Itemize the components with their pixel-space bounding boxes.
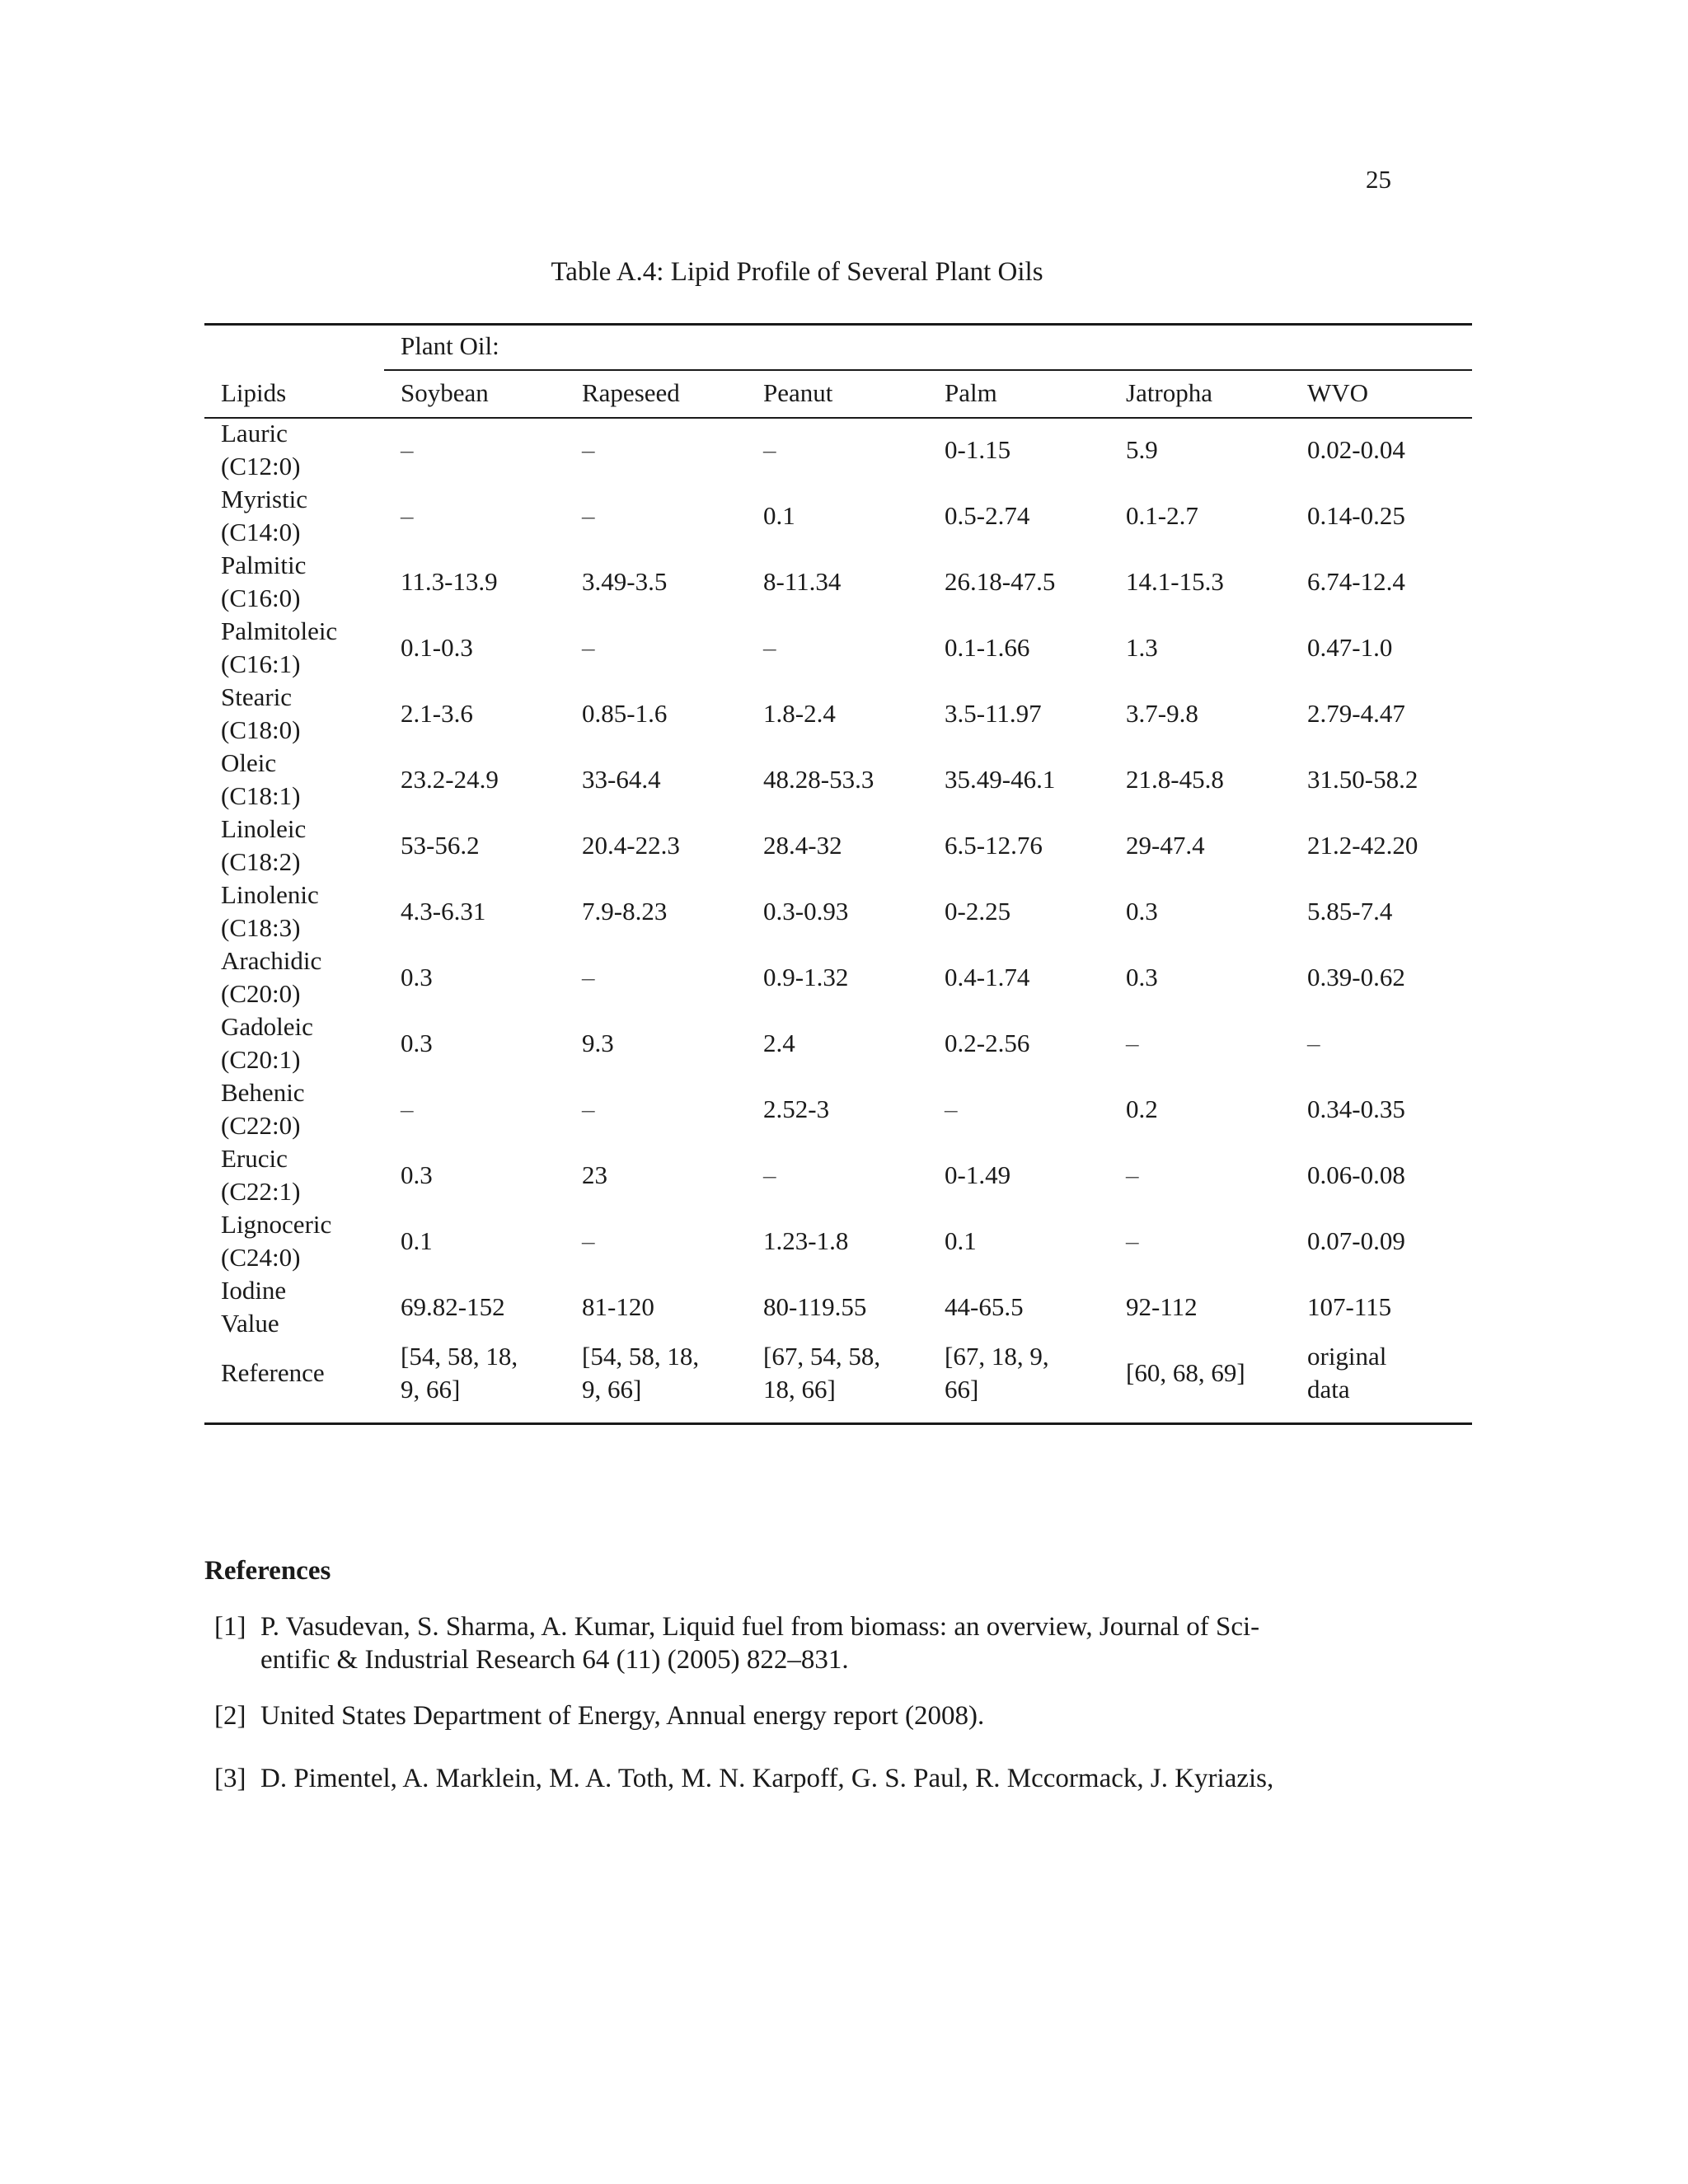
table-cell: 2.79-4.47	[1307, 699, 1405, 728]
table-cell: 21.2-42.20	[1307, 831, 1418, 860]
table-cell: 3.49-3.5	[582, 567, 668, 596]
lipid-profile-table	[204, 323, 1472, 1406]
header-bottom-rule	[204, 417, 1472, 419]
lipid-name-cell	[204, 1010, 384, 1076]
table-cell: 14.1-15.3	[1126, 567, 1224, 596]
lipid-name-cell	[204, 1208, 384, 1274]
table-row	[204, 1274, 1472, 1340]
table-row	[204, 681, 1472, 747]
reference-number: [1]	[214, 1612, 246, 1642]
lipid-name-cell	[204, 549, 384, 615]
reference-number: [2]	[214, 1701, 246, 1731]
lipid-name: Linolenic	[221, 880, 319, 909]
lipid-code: (C14:0)	[221, 518, 301, 546]
table-row	[204, 813, 1472, 879]
lipid-name-cell	[204, 813, 384, 879]
lipid-code: (C12:0)	[221, 452, 301, 480]
table-cell: 92-112	[1126, 1292, 1198, 1321]
table-cell: 0.34-0.35	[1307, 1094, 1405, 1123]
table-cell: –	[1126, 1160, 1139, 1189]
table-cell: 44-65.5	[945, 1292, 1024, 1321]
table-cell: 80-119.55	[763, 1292, 867, 1321]
table-row	[204, 549, 1472, 615]
table-cell: –	[401, 435, 414, 464]
table-cell: 0-1.49	[945, 1160, 1011, 1189]
table-cell: –	[1126, 1226, 1139, 1255]
table-cell: –	[582, 1094, 595, 1123]
table-cell: 0.3	[401, 963, 433, 991]
table-cell: 0.2	[1126, 1094, 1158, 1123]
table-cell: 23	[582, 1160, 607, 1189]
table-cell: 1.23-1.8	[763, 1226, 849, 1255]
group-header-rule	[384, 369, 1472, 371]
table-cell: 11.3-13.9	[401, 567, 498, 596]
table-cell: –	[401, 1094, 414, 1123]
table-cell: 0.1	[763, 501, 795, 530]
lipid-name-cell	[204, 417, 384, 483]
table-cell: 8-11.34	[763, 567, 842, 596]
table-cell: 48.28-53.3	[763, 765, 874, 794]
reference-cell-line: original	[1307, 1342, 1387, 1371]
lipid-name: Arachidic	[221, 946, 322, 975]
table-cell: 3.5-11.97	[945, 699, 1042, 728]
lipid-name-cell	[204, 1274, 384, 1340]
table-cell: –	[1307, 1029, 1320, 1057]
lipid-name: Lauric	[221, 419, 288, 448]
column-header-wvo: WVO	[1307, 378, 1369, 407]
table-cell: –	[582, 435, 595, 464]
lipid-name: Stearic	[221, 682, 293, 711]
column-header-rapeseed: Rapeseed	[582, 378, 680, 407]
lipid-name-cell	[204, 747, 384, 813]
reference-number: [3]	[214, 1764, 246, 1793]
table-cell: 0.1-2.7	[1126, 501, 1198, 530]
references-heading: References	[204, 1556, 331, 1586]
table-row	[204, 879, 1472, 944]
column-header-row	[204, 369, 1472, 417]
reference-line: entific & Industrial Research 64 (11) (2005) 822–831.	[260, 1645, 849, 1675]
lipid-name-cell	[204, 944, 384, 1010]
lipid-profile-table-wrapper	[204, 323, 1472, 1406]
reference-cell-line: 9, 66]	[582, 1375, 642, 1404]
lipid-name: Oleic	[221, 748, 277, 777]
reference-cell-line: [54, 58, 18,	[401, 1342, 518, 1371]
table-cell: 20.4-22.3	[582, 831, 680, 860]
table-cell: 5.9	[1126, 435, 1158, 464]
reference-line: D. Pimentel, A. Marklein, M. A. Toth, M. N. Karpoff, G. S. Paul, R. Mccormack, J. Kyriazis,	[260, 1764, 1274, 1793]
table-row	[204, 1010, 1472, 1076]
table-cell: –	[763, 1160, 776, 1189]
table-cell: –	[582, 1226, 595, 1255]
table-cell: 1.8-2.4	[763, 699, 836, 728]
lipid-name-cell	[204, 1142, 384, 1208]
reference-cell-line: 18, 66]	[763, 1375, 836, 1404]
lipid-name-cell	[204, 483, 384, 549]
lipid-code: (C18:3)	[221, 913, 301, 942]
column-header-jatropha: Jatropha	[1126, 378, 1213, 407]
table-cell: –	[582, 963, 595, 991]
reference-cell-line: 9, 66]	[401, 1375, 461, 1404]
reference-cell-line: 66]	[945, 1375, 979, 1404]
table-cell: 0.07-0.09	[1307, 1226, 1405, 1255]
lipid-name-cell	[204, 615, 384, 681]
table-cell: 1.3	[1126, 633, 1158, 662]
lipid-code: (C22:0)	[221, 1111, 301, 1140]
table-cell: 0.3	[1126, 897, 1158, 926]
table-cell: 0.3	[401, 1160, 433, 1189]
table-row	[204, 944, 1472, 1010]
reference-text	[260, 1762, 1396, 1795]
row-header: Lipids	[221, 378, 287, 407]
table-cell: 0.1	[401, 1226, 433, 1255]
table-cell: 6.5-12.76	[945, 831, 1043, 860]
lipid-name: Myristic	[221, 485, 308, 513]
reference-label: Reference	[221, 1358, 325, 1387]
table-cell: 0.2-2.56	[945, 1029, 1030, 1057]
table-cell: 0.1-1.66	[945, 633, 1030, 662]
table-bottom-rule	[204, 1422, 1472, 1425]
reference-text	[260, 1610, 1396, 1676]
lipid-code: (C18:2)	[221, 847, 301, 876]
table-cell: 69.82-152	[401, 1292, 505, 1321]
table-cell: 26.18-47.5	[945, 567, 1056, 596]
table-caption: Table A.4: Lipid Profile of Several Plant Oils	[551, 257, 1043, 287]
table-cell: 29-47.4	[1126, 831, 1205, 860]
table-cell: –	[582, 501, 595, 530]
table-cell: 0-2.25	[945, 897, 1011, 926]
table-cell: 5.85-7.4	[1307, 897, 1393, 926]
table-cell: 35.49-46.1	[945, 765, 1056, 794]
table-cell: 3.7-9.8	[1126, 699, 1198, 728]
lipid-name-cell	[204, 681, 384, 747]
table-cell: –	[945, 1094, 958, 1123]
table-cell: 0.1	[945, 1226, 977, 1255]
lipid-name-cell	[204, 1076, 384, 1142]
lipid-name: Iodine	[221, 1276, 287, 1305]
table-cell: 2.52-3	[763, 1094, 830, 1123]
reference-cell	[384, 1340, 565, 1406]
table-cell: 6.74-12.4	[1307, 567, 1405, 596]
table-cell: 0-1.15	[945, 435, 1011, 464]
reference-cell	[928, 1340, 1109, 1406]
column-header-palm: Palm	[945, 378, 997, 407]
table-row	[204, 747, 1472, 813]
lipid-name-cell	[204, 879, 384, 944]
table-cell: 0.06-0.08	[1307, 1160, 1405, 1189]
table-cell: 0.47-1.0	[1307, 633, 1393, 662]
table-cell: 0.9-1.32	[763, 963, 849, 991]
reference-line: P. Vasudevan, S. Sharma, A. Kumar, Liquid fuel from biomass: an overview, Journal of Sci-	[260, 1612, 1260, 1642]
lipid-code: (C18:0)	[221, 715, 301, 744]
lipid-code: (C20:0)	[221, 979, 301, 1008]
table-cell: –	[401, 501, 414, 530]
reference-cell-line: [67, 54, 58,	[763, 1342, 881, 1371]
table-cell: 0.4-1.74	[945, 963, 1030, 991]
reference-cell-line: [54, 58, 18,	[582, 1342, 700, 1371]
lipid-name: Erucic	[221, 1144, 288, 1173]
table-row	[204, 417, 1472, 483]
table-row	[204, 483, 1472, 549]
lipid-code: (C20:1)	[221, 1045, 301, 1074]
table-cell: –	[763, 633, 776, 662]
page-number: 25	[1366, 165, 1391, 194]
table-cell: 33-64.4	[582, 765, 661, 794]
table-row	[204, 1076, 1472, 1142]
table-cell: 0.3	[1126, 963, 1158, 991]
table-cell: 21.8-45.8	[1126, 765, 1224, 794]
table-row	[204, 1142, 1472, 1208]
table-cell: 7.9-8.23	[582, 897, 668, 926]
table-cell: 53-56.2	[401, 831, 480, 860]
blank-cell	[204, 323, 384, 369]
table-cell: 81-120	[582, 1292, 654, 1321]
table-row	[204, 615, 1472, 681]
reference-cell	[1109, 1340, 1291, 1406]
reference-cell-line: [60, 68, 69]	[1126, 1358, 1245, 1387]
table-cell: –	[1126, 1029, 1139, 1057]
table-cell: 23.2-24.9	[401, 765, 499, 794]
table-top-rule	[204, 323, 1472, 326]
lipid-code: (C16:1)	[221, 649, 301, 678]
lipid-code: Value	[221, 1309, 279, 1338]
table-cell: 0.5-2.74	[945, 501, 1030, 530]
table-cell: 0.3-0.93	[763, 897, 849, 926]
table-cell: 107-115	[1307, 1292, 1392, 1321]
column-header-soybean: Soybean	[401, 378, 489, 407]
reference-cell	[565, 1340, 747, 1406]
table-cell: 4.3-6.31	[401, 897, 486, 926]
lipid-code: (C22:1)	[221, 1177, 301, 1206]
table-row	[204, 1208, 1472, 1274]
lipid-code: (C16:0)	[221, 583, 301, 612]
lipid-name: Lignoceric	[221, 1210, 332, 1239]
lipid-name: Behenic	[221, 1078, 305, 1107]
table-cell: 0.14-0.25	[1307, 501, 1405, 530]
lipid-name: Palmitic	[221, 551, 307, 579]
reference-cell-line: data	[1307, 1375, 1350, 1404]
reference-cell	[1291, 1340, 1472, 1406]
group-header-row	[204, 323, 1472, 369]
table-cell: –	[582, 633, 595, 662]
reference-cell-line: [67, 18, 9,	[945, 1342, 1049, 1371]
column-header-peanut: Peanut	[763, 378, 833, 407]
table-cell: 31.50-58.2	[1307, 765, 1418, 794]
lipid-code: (C18:1)	[221, 781, 301, 810]
reference-line: United States Department of Energy, Annual energy report (2008).	[260, 1701, 985, 1731]
group-header: Plant Oil:	[401, 331, 499, 360]
table-cell: 9.3	[582, 1029, 614, 1057]
reference-cell	[747, 1340, 928, 1406]
table-cell: 0.39-0.62	[1307, 963, 1405, 991]
lipid-name: Palmitoleic	[221, 616, 338, 645]
lipid-code: (C24:0)	[221, 1243, 301, 1272]
table-cell: 0.1-0.3	[401, 633, 473, 662]
table-cell: 0.3	[401, 1029, 433, 1057]
table-cell: –	[763, 435, 776, 464]
table-cell: 0.02-0.04	[1307, 435, 1405, 464]
reference-text	[260, 1699, 1396, 1732]
table-cell: 2.4	[763, 1029, 795, 1057]
reference-row	[204, 1340, 1472, 1406]
lipid-name: Linoleic	[221, 814, 307, 843]
table-cell: 0.85-1.6	[582, 699, 668, 728]
lipid-name: Gadoleic	[221, 1012, 313, 1041]
table-cell: 2.1-3.6	[401, 699, 473, 728]
table-cell: 28.4-32	[763, 831, 842, 860]
